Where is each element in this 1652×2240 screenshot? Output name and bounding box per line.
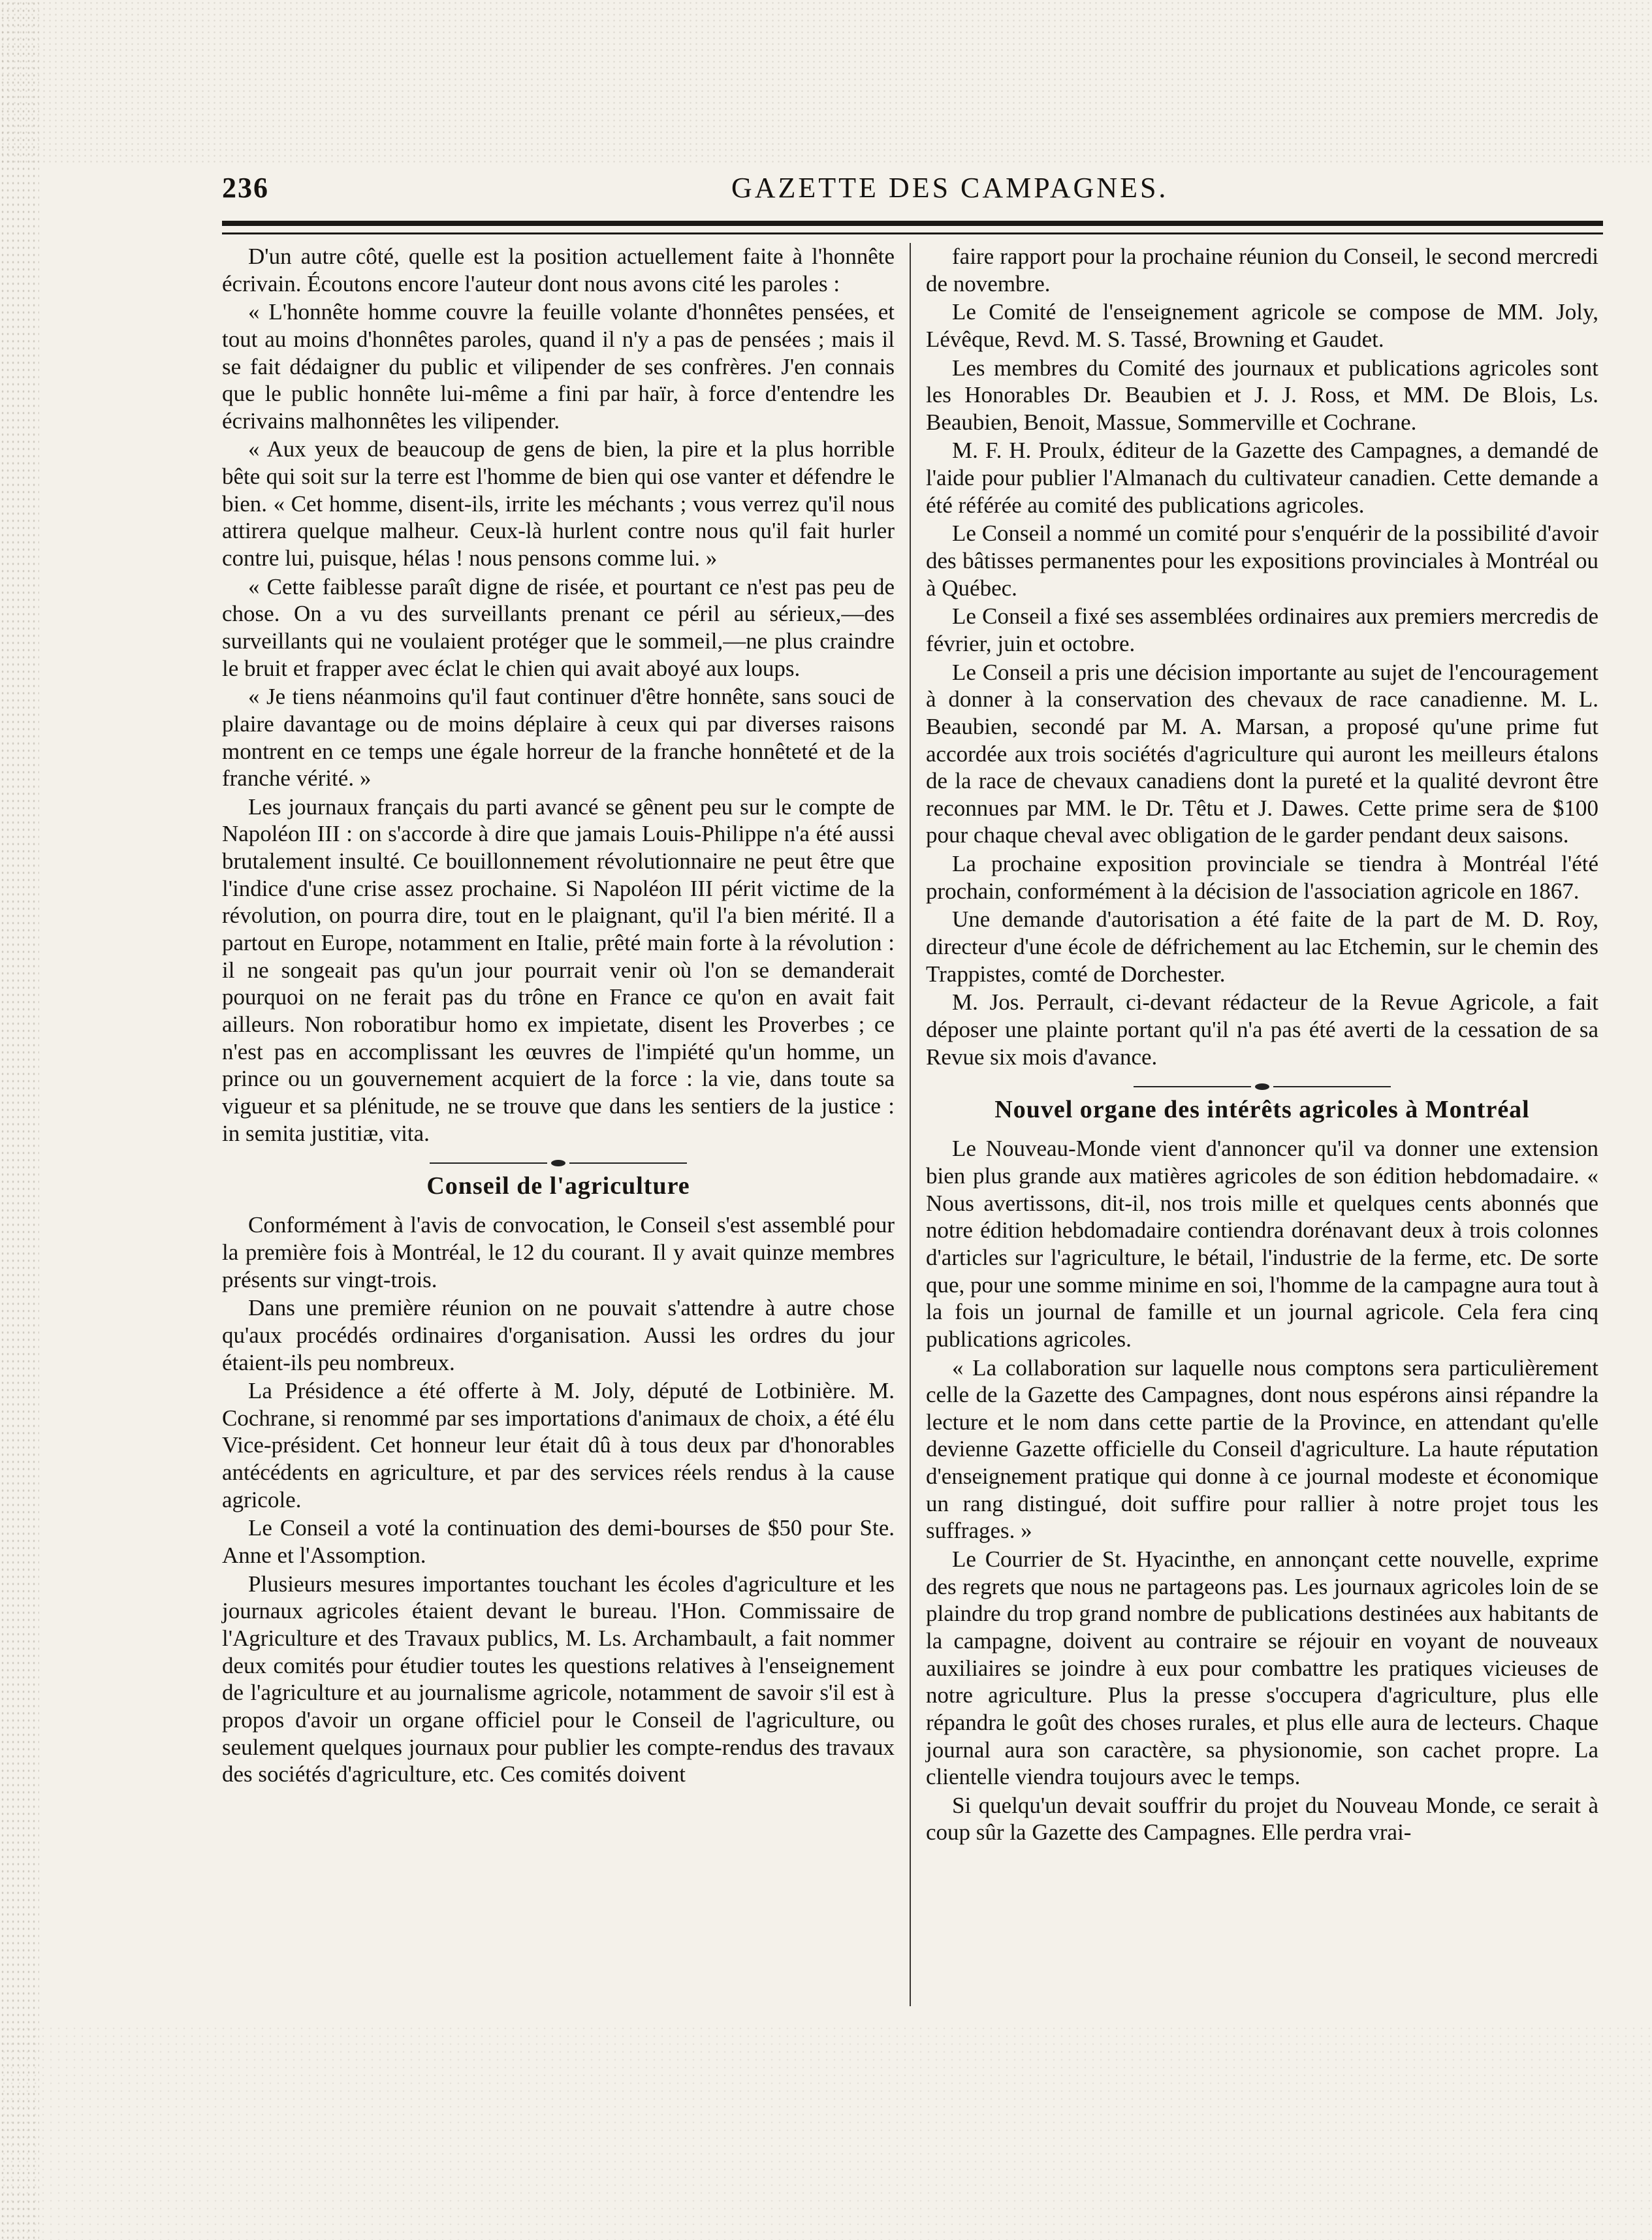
- paragraph: Plusieurs mesures importantes touchant les écoles d'agriculture et les journaux agricoles étaient devant le bureau. l'Hon. Commissaire de l'Agriculture et des Travaux publics, M. Ls. Archambault, a fait nommer deux comités pour étudier toutes les questions relatives à l'enseignement de l'agriculture et au journalisme agricole, notamment de savoir s'il est à propos d'avoir un organe officiel pour le Conseil de l'agriculture, ou seulement quelques journaux pour publier les compte-rendus des travaux des sociétés d'agriculture, etc. Ces comités doivent: [222, 1571, 895, 1787]
- paragraph: Le Conseil a fixé ses assemblées ordinaires aux premiers mercredis de février, juin et octobre.: [926, 603, 1598, 656]
- paragraph: Le Conseil a nommé un comité pour s'enquérir de la possibilité d'avoir des bâtisses permanentes pour les expositions provinciales à Montréal ou à Québec.: [926, 520, 1598, 601]
- section-ornament: [926, 1083, 1598, 1090]
- ornament-line: [430, 1162, 547, 1164]
- paragraph: Conformément à l'avis de convocation, le Conseil s'est assemblé pour la première fois à Montréal, le 12 du courant. Il y avait quinze membres présents sur vingt-trois.: [222, 1212, 895, 1292]
- section-title: Nouvel organe des intérêts agricoles à Montréal: [994, 1096, 1530, 1124]
- paragraph: « Cette faiblesse paraît digne de risée, et pourtant ce n'est pas peu de chose. On a vu des surveillants prenant ce péril au sérieux,—des surveillants qui ne voulaient protéger que le sommeil,—ne plus craindre le bruit et frapper avec éclat le chien qui avait aboyé aux loups.: [222, 573, 895, 681]
- paragraph: M. Jos. Perrault, ci-devant rédacteur de la Revue Agricole, a fait déposer une plainte portant qu'il n'a pas été averti de la cessation de sa Revue six mois d'avance.: [926, 989, 1598, 1070]
- page-header: [222, 171, 1603, 210]
- section-title: Conseil de l'agriculture: [426, 1172, 690, 1200]
- paragraph: Les membres du Comité des journaux et publications agricoles sont les Honorables Dr. Beaubien et J. J. Ross, et MM. De Blois, Ls. Beaubien, Benoit, Massue, Sommerville et Cochrane.: [926, 355, 1598, 435]
- paper-texture-bottom: [0, 2024, 1652, 2240]
- paragraph: M. F. H. Proulx, éditeur de la Gazette des Campagnes, a demandé de l'aide pour publier l'Almanach du cultivateur canadien. Cette demande a été référée au comité des publications agricoles.: [926, 438, 1598, 518]
- paragraph: Une demande d'autorisation a été faite de la part de M. D. Roy, directeur d'une école de défrichement au lac Etchemin, sur le chemin des Trappistes, comté de Dorchester.: [926, 906, 1598, 987]
- ornament-dot: [1255, 1083, 1269, 1090]
- paragraph: Le Nouveau-Monde vient d'annoncer qu'il va donner une extension bien plus grande aux matières agricoles de son édition hebdomadaire. « Nous avertissons, dit-il, nos trois mille et quelques cents abonnés que notre édition hebdomadaire contiendra dorénavant deux à trois colonnes d'articles sur l'agriculture, le bétail, l'industrie de la ferme, etc. De sorte que, pour une somme minime en soi, l'homme de la campagne aura tout à la fois un journal de famille et un journal agricole. Cela fera cinq publications agricoles.: [926, 1136, 1598, 1352]
- page-number: 236: [222, 172, 269, 204]
- paragraph: « L'honnête homme couvre la feuille volante d'honnêtes pensées, et tout au moins d'honnêtes paroles, quand il n'y a pas de pensées ; mais il se fait dédaigner du public et vilipender de ses confrères. J'en connais que le public honnête lui-même a fini par haïr, à force d'entendre les écrivains malhonnêtes les vilipender.: [222, 299, 895, 434]
- paragraph: Les journaux français du parti avancé se gênent peu sur le compte de Napoléon III : on s'accorde à dire que jamais Louis-Philippe n'a été aussi brutalement insulté. Ce bouillonnement révolutionnaire ne peut être que l'indice d'une crise assez prochaine. Si Napoléon III périt victime de la révolution, on pourra dire, tout en le plaignant, qu'il l'a bien mérité. Il a partout en Europe, notamment en Italie, prêté main forte à la révolution : il ne songeait pas qu'un jour pourrait venir où l'on se demanderait pourquoi on ne ferait pas du trône en France ce qu'on en avait fait ailleurs. Non roboratibur homo ex impietate, disent les Proverbes ; ce n'est pas en accomplissant les œuvres de l'impiété qu'un homme, un prince ou un gouvernement acquiert de la force : la vie, dans toute sa vigueur et sa plénitude, ne se trouve que dans les sentiers de la justice : in semita justitiæ, vita.: [222, 793, 895, 1146]
- paper-texture-top: [0, 0, 1652, 163]
- paragraph: « Je tiens néanmoins qu'il faut continuer d'être honnête, sans souci de plaire davantage ou de moins déplaire à ceux qui par diverses raisons montrent en ce temps une égale horreur de la franche honnêteté et de la franche vérité. »: [222, 684, 895, 792]
- header-rule-thick: [222, 221, 1603, 226]
- ornament-dot: [551, 1160, 565, 1166]
- paragraph: Le Conseil a voté la continuation des demi-bourses de $50 pour Ste. Anne et l'Assomption.: [222, 1515, 895, 1569]
- column-divider: [910, 243, 911, 2006]
- ornament-line: [569, 1162, 687, 1164]
- ornament-line: [1273, 1086, 1391, 1087]
- left-column: [222, 243, 895, 2006]
- paragraph: « La collaboration sur laquelle nous comptons sera particulièrement celle de la Gazette des Campagnes, dont nous espérons ainsi répandre la lecture et le nom dans cette partie de la Province, en attendant qu'elle devienne Gazette officielle du Conseil d'agriculture. La haute réputation d'enseignement pratique qui donne à ce journal modeste et économique un rang distingué, doit suffire pour rallier à notre projet tous les suffrages. »: [926, 1354, 1598, 1544]
- section-ornament: [222, 1160, 895, 1166]
- paragraph: Le Courrier de St. Hyacinthe, en annonçant cette nouvelle, exprime des regrets que nous ne partageons pas. Les journaux agricoles loin de se plaindre du trop grand nombre de publications destinées aux habitants de la campagne, doivent au contraire se réjouir en voyant de nouveaux auxiliaires se joindre à eux pour combattre les pratiques vicieuses de notre agriculture. Plus la presse s'occupera d'agriculture, plus elle répandra le goût des choses rurales, et plus elle aura de lecteurs. Chaque journal aura son caractère, sa physionomie, son cachet propre. La clientelle viendra toujours avec le temps.: [926, 1546, 1598, 1790]
- paragraph: Si quelqu'un devait souffrir du projet du Nouveau Monde, ce serait à coup sûr la Gazette des Campagnes. Elle perdra vrai-: [926, 1792, 1598, 1846]
- running-head: GAZETTE DES CAMPAGNES.: [731, 172, 1169, 204]
- right-column: [926, 243, 1598, 2006]
- paragraph: D'un autre côté, quelle est la position actuellement faite à l'honnête écrivain. Écoutons encore l'auteur dont nous avons cité les paroles :: [222, 244, 895, 296]
- ornament-line: [1134, 1086, 1251, 1087]
- paragraph: La Présidence a été offerte à M. Joly, député de Lotbinière. M. Cochrane, si renommé par ses importations d'animaux de choix, a été élu Vice-président. Cet honneur leur était dû à tous deux par d'honorables antécédents en agriculture, et par des services réels rendus à la cause agricole.: [222, 1378, 895, 1512]
- paragraph: Dans une première réunion on ne pouvait s'attendre à autre chose qu'aux procédés ordinaires d'organisation. Aussi les ordres du jour étaient-ils peu nombreux.: [222, 1295, 895, 1375]
- paragraph: Le Conseil a pris une décision importante au sujet de l'encouragement à donner à la conservation des chevaux de race canadienne. M. L. Beaubien, secondé par M. A. Marsan, a proposé qu'une prime fut accordée aux trois sociétés d'agriculture qui auront les meilleurs étalons de la race de chevaux canadiens dont la pureté et la qualité devront être reconnues par MM. le Dr. Têtu et J. Dawes. Cette prime sera de $100 pour chaque cheval avec obligation de le garder pendant deux saisons.: [926, 659, 1598, 848]
- paragraph: faire rapport pour la prochaine réunion du Conseil, le second mercredi de novembre.: [926, 244, 1598, 296]
- paragraph: Le Comité de l'enseignement agricole se compose de MM. Joly, Lévêque, Revd. M. S. Tassé, Browning et Gaudet.: [926, 299, 1598, 352]
- header-rule-thin: [222, 232, 1603, 234]
- paragraph: La prochaine exposition provinciale se tiendra à Montréal l'été prochain, conformément à la décision de l'association agricole en 1867.: [926, 851, 1598, 904]
- paragraph: « Aux yeux de beaucoup de gens de bien, la pire et la plus horrible bête qui soit sur la terre est l'homme de bien qui ose vanter et défendre le bien. « Cet homme, disent-ils, irrite les méchants ; vous verrez qu'il nous attirera quelque malheur. Ceux-là hurlent contre nous qu'il fait hurler contre lui, puisque, hélas ! nous pensons comme lui. »: [222, 436, 895, 571]
- paper-texture-left: [0, 0, 39, 2240]
